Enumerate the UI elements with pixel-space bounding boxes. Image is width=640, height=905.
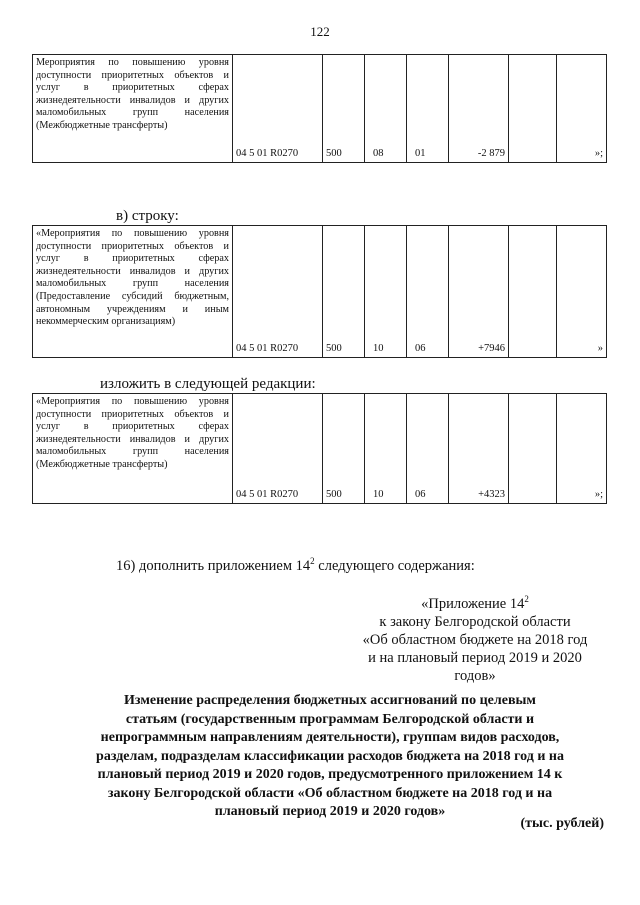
target-article-code: 04 5 01 R0270 bbox=[233, 394, 323, 504]
row-description: «Мероприятия по повышению уровня доступности приоритетных объектов и услуг в приоритетных сферах жизнедеятельности инвалидов и других маломобильных групп населения (Межбюджетные трансферты) bbox=[33, 394, 233, 504]
expense-type-code: 500 bbox=[323, 226, 365, 358]
closing-quote: » bbox=[557, 226, 607, 358]
row-description: Мероприятия по повышению уровня доступности приоритетных объектов и услуг в приоритетных сферах жизнедеятельности инвалидов и других маломобильных групп населения (Межбюджетные трансферты) bbox=[33, 55, 233, 163]
section-code: 10 bbox=[365, 394, 407, 504]
table-row bbox=[33, 226, 607, 358]
title-line: разделам, подразделам классификации расходов бюджета на 2018 год и на bbox=[96, 748, 564, 764]
row-description: «Мероприятия по повышению уровня доступности приоритетных объектов и услуг в приоритетных сферах жизнедеятельности инвалидов и других маломобильных групп населения (Предоставление субсидий бюджетным, автономным учреждениям и иным некоммерческим организациям) bbox=[33, 226, 233, 358]
item-16-superscript: 2 bbox=[310, 556, 315, 566]
title-line: Изменение распределения бюджетных ассигнований по целевым bbox=[124, 693, 536, 708]
appendix-line: к закону Белгородской области bbox=[379, 613, 571, 630]
appendix-line: «Об областном бюджете на 2018 год bbox=[362, 631, 588, 648]
label-v-row: в) строку: bbox=[116, 208, 179, 224]
title-line: плановый период 2019 и 2020 годов, предусмотренного приложением 14 к bbox=[97, 767, 563, 782]
title-line: плановый период 2019 и 2020 годов» bbox=[214, 804, 446, 819]
amount-value: +4323 bbox=[449, 394, 509, 504]
appendix-header bbox=[340, 590, 610, 685]
expense-type-code: 500 bbox=[323, 55, 365, 163]
budget-row-table-bottom bbox=[32, 393, 607, 504]
section-code: 10 bbox=[365, 226, 407, 358]
amount-value: -2 879 bbox=[449, 55, 509, 163]
appendix-title-superscript: 2 bbox=[524, 594, 529, 604]
subsection-code: 06 bbox=[407, 226, 449, 358]
amount-value: +7946 bbox=[449, 226, 509, 358]
page-number: 122 bbox=[310, 24, 330, 39]
empty-cell bbox=[509, 55, 557, 163]
target-article-code: 04 5 01 R0270 bbox=[233, 226, 323, 358]
appendix-title bbox=[340, 590, 610, 613]
closing-quote: »; bbox=[557, 394, 607, 504]
units-label: (тыс. рублей) bbox=[520, 816, 604, 831]
item-16-text bbox=[116, 556, 475, 575]
closing-quote: »; bbox=[557, 55, 607, 163]
empty-cell bbox=[509, 226, 557, 358]
budget-row-table-top bbox=[32, 54, 607, 163]
empty-cell bbox=[509, 394, 557, 504]
document-title bbox=[40, 692, 620, 822]
table-row bbox=[33, 394, 607, 504]
title-line: закону Белгородской области «Об областном бюджете на 2018 год и на bbox=[107, 785, 553, 801]
section-code: 08 bbox=[365, 55, 407, 163]
table-row bbox=[33, 55, 607, 163]
subsection-code: 01 bbox=[407, 55, 449, 163]
title-line: непрограммным направлениям деятельности), группам видов расходов, bbox=[100, 730, 560, 745]
title-line: статьям (государственным программам Белгородской области и bbox=[125, 711, 535, 727]
budget-row-table-middle bbox=[32, 225, 607, 358]
expense-type-code: 500 bbox=[323, 394, 365, 504]
appendix-title-text: «Приложение 14 bbox=[421, 595, 525, 612]
appendix-line: и на плановый период 2019 и 2020 bbox=[368, 649, 582, 666]
target-article-code: 04 5 01 R0270 bbox=[233, 55, 323, 163]
subsection-code: 06 bbox=[407, 394, 449, 504]
item-16-suffix: следующего содержания: bbox=[314, 557, 475, 574]
appendix-line: годов» bbox=[454, 667, 496, 684]
label-edit: изложить в следующей редакции: bbox=[100, 376, 316, 392]
item-16-prefix: 16) дополнить приложением 14 bbox=[116, 557, 311, 574]
